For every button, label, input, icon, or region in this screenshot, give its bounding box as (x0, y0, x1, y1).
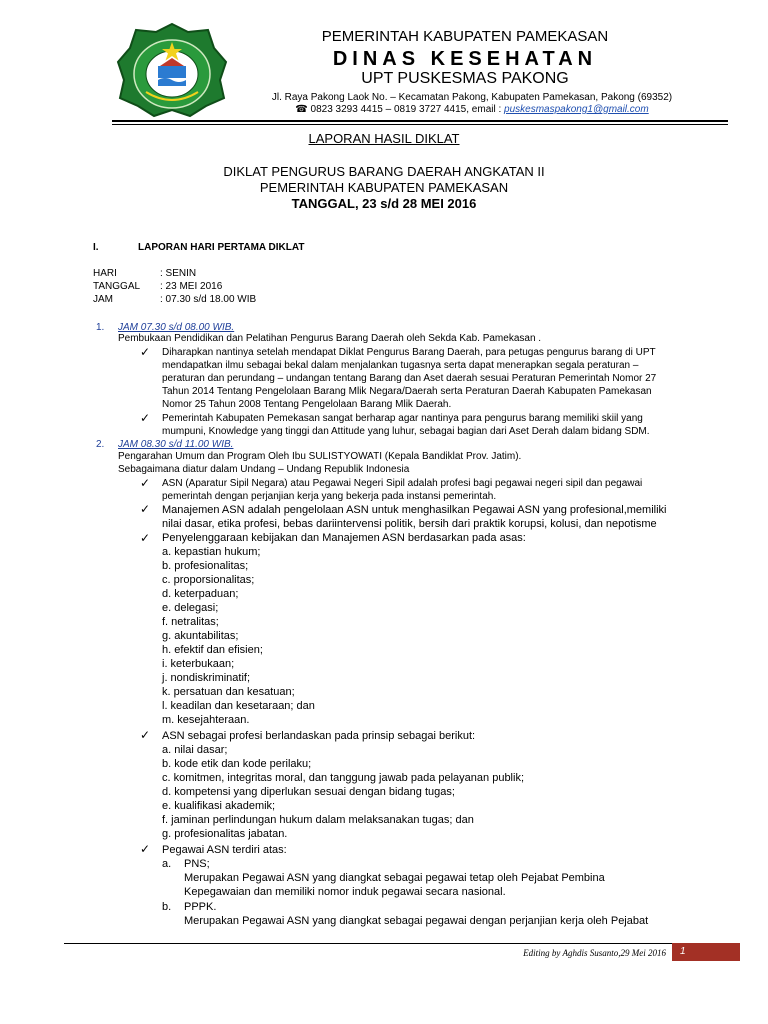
asas-heading: Penyelenggaraan kebijakan dan Manajemen ASN berdasarkan pada asas: (162, 532, 526, 544)
asas-item: l. keadilan dan kesetaraan; dan (162, 700, 315, 712)
page-number: 1 (680, 946, 686, 957)
info-value-tanggal: : 23 MEI 2016 (160, 281, 223, 292)
asas-item: j. nondiskriminatif; (162, 672, 251, 684)
kop-email[interactable]: puskesmaspakong1@gmail.com (504, 104, 649, 115)
asas-item: k. persatuan dan kesatuan; (162, 686, 295, 698)
check-icon: ✓ (140, 411, 151, 425)
kop-address: Jl. Raya Pakong Laok No. – Kecamatan Pakong, Kabupaten Pamekasan, Pakong (69352) (271, 92, 673, 103)
asas-item: e. delegasi; (162, 602, 219, 614)
item-2-desc-2: Sebagaimana diatur dalam Undang – Undang Republik Indonesia (118, 464, 410, 475)
report-subtitle-1: DIKLAT PENGURUS BARANG DAERAH ANGKATAN II (223, 164, 545, 179)
item-1-bullet-2-line-2: mumpuni, Knowledge yang tinggi dan Attitude yang luhur, sebagai bagian dari Aset Derah dalam bidang SDM. (162, 426, 650, 437)
page-number-box (672, 943, 740, 961)
jenis-pns-desc-2: Kepegawaian dan memiliki nomor induk pegawai secara nasional. (184, 886, 506, 898)
jenis-name-pppk: PPPK. (184, 901, 217, 913)
check-icon: ✓ (140, 502, 151, 516)
prinsip-item: a. nilai dasar; (162, 744, 228, 756)
asn-def-line-1: ASN (Aparatur Sipil Negara) atau Pegawai Negeri Sipil adalah profesi bagi pegawai negeri sipil dan pegawai (162, 478, 643, 489)
asas-item: a. kepastian hukum; (162, 546, 261, 558)
section-number: I. (93, 242, 99, 253)
manajemen-line-2: nilai dasar, etika profesi, bebas dariintervensi politik, bersih dari praktik korupsi, kolusi, dan nepotisme (162, 518, 657, 530)
info-label-jam: JAM (93, 294, 113, 305)
check-icon: ✓ (140, 842, 151, 856)
item-1-desc: Pembukaan Pendidikan dan Pelatihan Pengurus Barang Daerah oleh Sekda Kab. Pamekasan . (118, 333, 542, 344)
item-1-bullet-1-line-4: Tahun 2014 Tentang Pengelolaan Barang Mlik Negara/Daerah serta Peraturan Daerah Kabupaten Pamekasan (162, 386, 652, 397)
prinsip-item: e. kualifikasi akademik; (162, 800, 276, 812)
asas-item: m. kesejahteraan. (162, 714, 250, 726)
prinsip-item: c. komitmen, integritas moral, dan tanggung jawab pada pelayanan publik; (162, 772, 525, 784)
kop-divider-thick (112, 120, 728, 122)
asas-item: f. netralitas; (162, 616, 219, 628)
check-icon: ✓ (140, 531, 151, 545)
jenis-heading: Pegawai ASN terdiri atas: (162, 844, 287, 856)
kop-contact (232, 104, 712, 115)
jenis-letter-a: a. (162, 858, 172, 870)
kop-dinas: DINAS KESEHATAN (332, 48, 598, 70)
asas-item: h. efektif dan efisien; (162, 644, 263, 656)
item-1-number: 1. (96, 322, 105, 333)
footer-divider (64, 943, 740, 944)
jenis-pppk-desc-1: Merupakan Pegawai ASN yang diangkat sebagai pegawai dengan perjanjian kerja oleh Pejabat (184, 915, 649, 927)
check-icon: ✓ (140, 345, 151, 359)
item-2-desc-1: Pengarahan Umum dan Program Oleh Ibu SULISTYOWATI (Kepala Bandiklat Prov. Jatim). (118, 451, 522, 462)
jenis-letter-b: b. (162, 901, 172, 913)
asas-item: b. profesionalitas; (162, 560, 249, 572)
info-label-tanggal: TANGGAL (93, 281, 141, 292)
kop-phone: ☎ 0823 3293 4415 – 0819 3727 4415, email : (295, 104, 505, 115)
jenis-name-pns: PNS; (184, 858, 210, 870)
asas-item: g. akuntabilitas; (162, 630, 239, 642)
report-title: LAPORAN HASIL DIKLAT (308, 131, 460, 146)
prinsip-item: g. profesionalitas jabatan. (162, 828, 288, 840)
check-icon: ✓ (140, 476, 151, 490)
info-value-jam: : 07.30 s/d 18.00 WIB (160, 294, 257, 305)
item-2-number: 2. (96, 439, 105, 450)
kop-pemerintah: PEMERINTAH KABUPATEN PAMEKASAN (321, 28, 609, 45)
kop-divider-thin (112, 124, 728, 125)
prinsip-item: b. kode etik dan kode perilaku; (162, 758, 312, 770)
item-1-bullet-2-line-1: Pemerintah Kabupaten Pemekasan sangat berharap agar nantinya para pengurus barang memiliki skiil yang (162, 413, 643, 424)
jenis-pns-desc-1: Merupakan Pegawai ASN yang diangkat sebagai pegawai tetap oleh Pejabat Pembina (184, 872, 605, 884)
info-value-hari: : SENIN (160, 268, 197, 279)
report-subtitle-3: TANGGAL, 23 s/d 28 MEI 2016 (291, 196, 477, 211)
logo (116, 22, 228, 118)
item-2-time: JAM 08.30 s/d 11.00 WIB. (118, 439, 234, 450)
prinsip-item: d. kompetensi yang diperlukan sesuai dengan bidang tugas; (162, 786, 455, 798)
prinsip-item: f. jaminan perlindungan hukum dalam melaksanakan tugas; dan (162, 814, 474, 826)
manajemen-line-1: Manajemen ASN adalah pengelolaan ASN untuk menghasilkan Pegawai ASN yang profesional,memiliki (162, 504, 667, 516)
item-1-bullet-1-line-5: Nomor 25 Tahun 2008 Tentang Pengelolaan Barang Mlik Daerah. (162, 399, 452, 410)
check-icon: ✓ (140, 728, 151, 742)
item-1-time: JAM 07.30 s/d 08.00 WIB. (118, 322, 235, 333)
item-1-bullet-1-line-3: peraturan dan perundang – undangan tentang Barang dan Aset daerah sesuai Peraturan Pemerintah Nomor 27 (162, 373, 657, 384)
prinsip-heading: ASN sebagai profesi berlandaskan pada prinsip sebagai berikut: (162, 730, 476, 742)
asas-item: d. keterpaduan; (162, 588, 239, 600)
footer-editor: Editing by Aghdis Susanto,29 Mei 2016 (523, 948, 666, 958)
info-label-hari: HARI (93, 268, 117, 279)
report-subtitle-2: PEMERINTAH KABUPATEN PAMEKASAN (259, 180, 509, 195)
asas-item: i. keterbukaan; (162, 658, 235, 670)
kop-upt: UPT PUSKESMAS PAKONG (361, 70, 569, 87)
item-1-bullet-1-line-2: mendapatkan ilmu sebagai bekal dalam menjalankan tugasnya serta dapat menerapkan segala peraturan – (162, 360, 639, 371)
item-1-bullet-1-line-1: Diharapkan nantinya setelah mendapat Diklat Pengurus Barang Daerah, para petugas pengurus barang di UPT (162, 347, 656, 358)
section-title: LAPORAN HARI PERTAMA DIKLAT (138, 242, 305, 253)
asn-def-line-2: pemerintah dengan perjanjian kerja yang bekerja pada instansi pemerintah. (162, 491, 497, 502)
asas-item: c. proporsionalitas; (162, 574, 255, 586)
